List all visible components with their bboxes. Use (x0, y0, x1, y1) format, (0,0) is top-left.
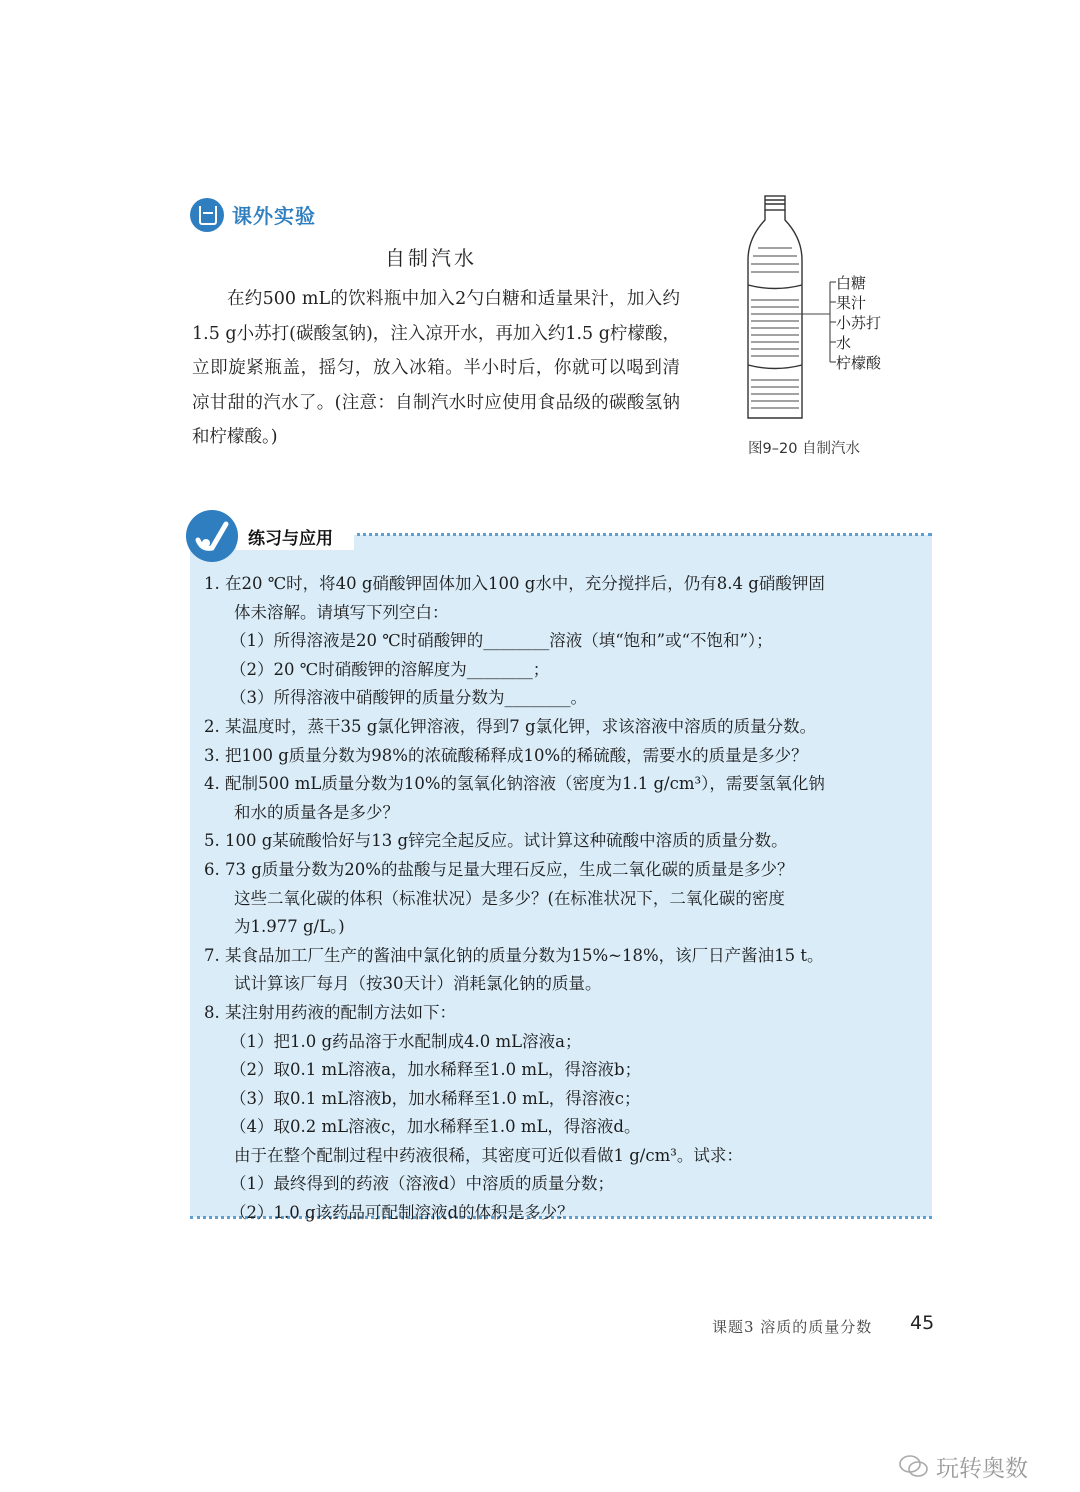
experiment-paragraph: 在约500 mL的饮料瓶中加入2勺白糖和适量果汁，加入约1.5 g小苏打(碳酸氢钠)，注入凉开水，再加入约1.5 g柠檬酸，立即旋紧瓶盖，摇匀，放入冰箱。半小时后，你就可以喝到清凉甘甜的汽水了。(注意：自制汽水时应使用食品级的碳酸氢钠和柠檬酸。) (192, 289, 680, 447)
exercise-line: （2）20 ℃时硝酸钾的溶解度为________； (230, 659, 550, 679)
box-top-border (350, 533, 932, 536)
exercise-line: 2. 某温度时，蒸干35 g氯化钾溶液，得到7 g氯化钾，求该溶液中溶质的质量分数。 (204, 716, 817, 736)
label-sugar: 白糖 (836, 274, 867, 292)
exercise-line: （2）1.0 g该药品可配制溶液d的体积是多少？ (230, 1203, 574, 1223)
label-baking-soda: 小苏打 (836, 314, 882, 332)
pencil-check-icon (186, 510, 238, 562)
label-citric-acid: 柠檬酸 (836, 354, 882, 372)
exercise-line: 1. 在20 ℃时，将40 g硝酸钾固体加入100 g水中，充分搅拌后，仍有8.4 g硝酸钾固 (204, 574, 825, 593)
exercise-section-label: 练习与应用 (248, 529, 333, 549)
exercise-line: 由于在整个配制过程中药液很稀，其密度可近似看做1 g/cm³。试求： (234, 1145, 743, 1165)
exercise-line: （1）所得溶液是20 ℃时硝酸钾的________溶液（填“饱和”或“不饱和”）； (230, 631, 773, 651)
experiment-cup-icon (190, 198, 224, 232)
exercise-line: （3）所得溶液中硝酸钾的质量分数为________。 (230, 688, 587, 708)
exercise-line: 试计算该厂每月（按30天计）消耗氯化钠的质量。 (234, 974, 602, 994)
exercise-line: （4）取0.2 mL溶液c，加水稀释至1.0 mL，得溶液d。 (230, 1117, 641, 1137)
figure-caption: 图9–20 自制汽水 (748, 441, 861, 457)
watermark-text: 玩转奥数 (936, 1456, 1028, 1482)
experiment-body (192, 282, 680, 455)
experiment-title: 自制汽水 (385, 246, 477, 270)
exercise-line: 和水的质量各是多少？ (234, 802, 399, 822)
exercise-line: 这些二氧化碳的体积（标准状况）是多少？(在标准状况下，二氧化碳的密度 (234, 888, 785, 908)
exercise-line: 8. 某注射用药液的配制方法如下： (204, 1002, 456, 1022)
experiment-section-label: 课外实验 (232, 204, 316, 228)
exercise-line: 为1.977 g/L。) (234, 917, 345, 937)
exercise-line: 体未溶解。请填写下列空白： (234, 602, 449, 622)
exercise-line: 3. 把100 g质量分数为98%的浓硫酸稀释成10%的稀硫酸，需要水的质量是多少？ (204, 745, 808, 765)
exercise-line: （1）最终得到的药液（溶液d）中溶质的质量分数； (230, 1174, 615, 1194)
exercise-line: （3）取0.1 mL溶液b，加水稀释至1.0 mL，得溶液c； (230, 1088, 641, 1108)
label-juice: 果汁 (836, 294, 867, 312)
bottle-icon (738, 190, 898, 430)
label-water: 水 (836, 334, 852, 352)
exercise-line: 5. 100 g某硫酸恰好与13 g锌完全起反应。试计算这种硫酸中溶质的质量分数。 (204, 831, 788, 851)
page-number: 45 (910, 1312, 935, 1334)
exercise-line: （2）取0.1 mL溶液a，加水稀释至1.0 mL，得溶液b； (230, 1060, 642, 1080)
exercise-list (204, 570, 920, 1228)
chapter-footer: 课题3 溶质的质量分数 (712, 1318, 873, 1336)
bottle-figure (738, 190, 898, 430)
exercise-line: （1）把1.0 g药品溶于水配制成4.0 mL溶液a； (230, 1031, 582, 1051)
exercise-line: 4. 配制500 mL质量分数为10%的氢氧化钠溶液（密度为1.1 g/cm³），需要氢氧化钠 (204, 774, 825, 794)
exercise-line: 6. 73 g质量分数为20%的盐酸与足量大理石反应，生成二氧化碳的质量是多少？ (204, 859, 794, 879)
wechat-icon (898, 1454, 930, 1478)
exercise-line: 7. 某食品加工厂生产的酱油中氯化钠的质量分数为15%~18%，该厂日产酱油15 t。 (204, 945, 824, 965)
